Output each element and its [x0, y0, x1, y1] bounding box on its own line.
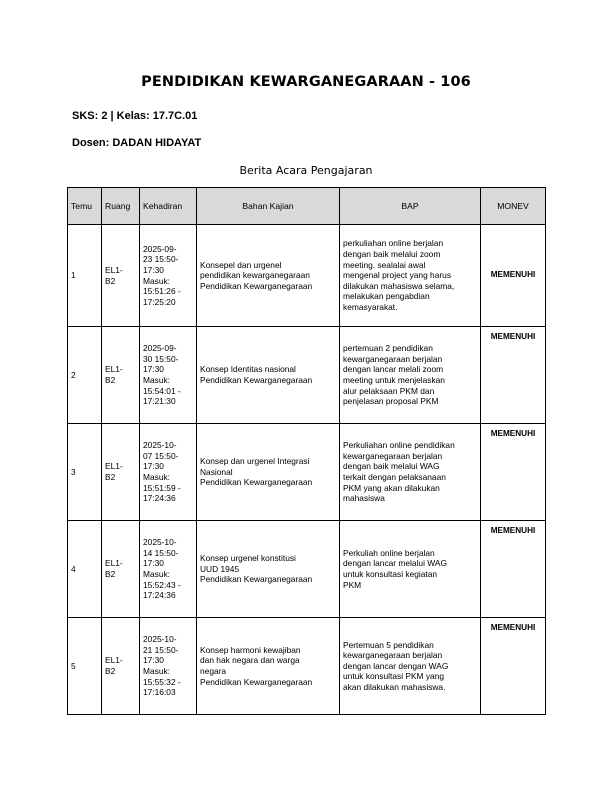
cell-kehadiran: 2025-10- 14 15:50- 17:30 Masuk: 15:52:43 - 17:24:36 — [140, 521, 197, 618]
cell-temu: 2 — [68, 327, 102, 424]
cell-bap: Perkuliah online berjalan dengan lancar melalui WAG untuk konsultasi kegiatan PKM — [340, 521, 481, 618]
header-temu: Temu — [68, 188, 102, 225]
cell-ruang: EL1- B2 — [102, 424, 140, 521]
cell-kehadiran: 2025-09- 23 15:50- 17:30 Masuk: 15:51:26 - 17:25:20 — [140, 225, 197, 327]
cell-bahan-kajian: Konsep harmoni kewajiban dan hak negara dan warga negara Pendidikan Kewarganegaraan — [197, 618, 340, 715]
header-ruang: Ruang — [102, 188, 140, 225]
cell-bahan-kajian: Konsep urgenel konstitusi UUD 1945 Pendidikan Kewarganegaraan — [197, 521, 340, 618]
cell-monev: MEMENUHI — [481, 618, 546, 715]
document-title: PENDIDIKAN KEWARGANEGARAAN - 106 — [141, 74, 471, 90]
header-monev: MONEV — [481, 188, 546, 225]
cell-monev: MEMENUHI — [481, 424, 546, 521]
teaching-report-table — [67, 187, 546, 715]
table-header-row — [68, 188, 546, 225]
cell-bap: perkuliahan online berjalan dengan baik melalui zoom meeting. sealalai awal mengenal project yang harus dilakukan mahasiswa selama, melakukan pengabdian kemasyarakat. — [340, 225, 481, 327]
cell-ruang: EL1- B2 — [102, 225, 140, 327]
cell-bahan-kajian: Konsep Identitas nasional Pendidikan Kewarganegaraan — [197, 327, 340, 424]
table-row — [68, 225, 546, 327]
cell-kehadiran: 2025-10- 07 15:50- 17:30 Masuk: 15:51:59 - 17:24:36 — [140, 424, 197, 521]
sks-class-info: SKS: 2 | Kelas: 17.7C.01 — [72, 110, 198, 122]
table-row — [68, 618, 546, 715]
header-kehadiran: Kehadiran — [140, 188, 197, 225]
cell-temu: 3 — [68, 424, 102, 521]
cell-temu: 1 — [68, 225, 102, 327]
cell-monev: MEMENUHI — [481, 521, 546, 618]
table-row — [68, 327, 546, 424]
lecturer-info: Dosen: DADAN HIDAYAT — [72, 137, 202, 149]
cell-bap: pertemuan 2 pendidikan kewarganegaraan berjalan dengan lancar melali zoom meeting untuk menjelaskan alur pelaksaan PKM dan penjelasan proposal PKM — [340, 327, 481, 424]
cell-bap: Pertemuan 5 pendidikan kewarganegaraan berjalan dengan lancar dengan WAG untuk konsultasi PKM yang akan dilakukan mahasiswa. — [340, 618, 481, 715]
header-bahan-kajian: Bahan Kajian — [197, 188, 340, 225]
table-row — [68, 424, 546, 521]
table-subtitle: Berita Acara Pengajaran — [239, 164, 373, 177]
cell-ruang: EL1- B2 — [102, 618, 140, 715]
cell-ruang: EL1- B2 — [102, 327, 140, 424]
cell-ruang: EL1- B2 — [102, 521, 140, 618]
cell-kehadiran: 2025-10- 21 15:50- 17:30 Masuk: 15:55:32 - 17:16:03 — [140, 618, 197, 715]
cell-monev: MEMENUHI — [481, 327, 546, 424]
header-bap: BAP — [340, 188, 481, 225]
cell-temu: 4 — [68, 521, 102, 618]
cell-kehadiran: 2025-09- 30 15:50- 17:30 Masuk: 15:54:01 - 17:21:30 — [140, 327, 197, 424]
cell-bahan-kajian: Konsep dan urgenel Integrasi Nasional Pendidikan Kewarganegaraan — [197, 424, 340, 521]
cell-monev: MEMENUHI — [481, 225, 546, 327]
table-row — [68, 521, 546, 618]
cell-bap: Perkuliahan online pendidikan kewarganegaraan berjalan dengan baik melalui WAG terkait dengan pelaksanaan PKM yang akan dilakukan mahasiswa — [340, 424, 481, 521]
cell-bahan-kajian: Konsepel dan urgenel pendidikan kewarganegaraan Pendidikan Kewarganegaraan — [197, 225, 340, 327]
cell-temu: 5 — [68, 618, 102, 715]
